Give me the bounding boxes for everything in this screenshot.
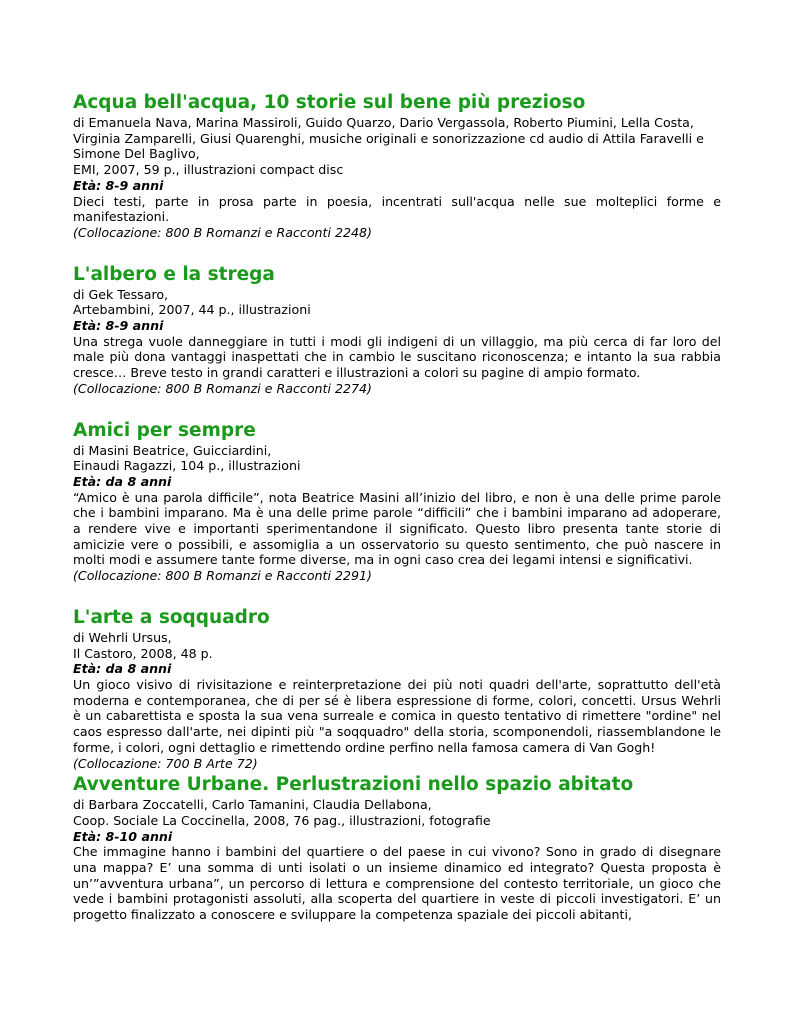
book-title: L'arte a soqquadro bbox=[73, 606, 270, 628]
book-description: Che immagine hanno i bambini del quartiere o del paese in cui vivono? Sono in grado di disegnare una mappa? E’ una somma di unti isolati o un insieme dinamico ed integrato? Questa proposta è un’”avventura urbana”, un percorso di lettura e comprensione del contesto territoriale, un gioco che vede i bambini protagonisti assoluti, alla scoperta del quartiere in veste di piccoli investigatori. E’ un progetto finalizzato a conoscere e sviluppare la competenza spaziale dei piccoli abitanti, bbox=[73, 844, 721, 923]
book-publisher: Einaudi Ragazzi, 104 p., illustrazioni bbox=[73, 458, 301, 474]
book-age: Età: 8-10 anni bbox=[73, 828, 173, 844]
book-entry-avventure bbox=[73, 774, 721, 923]
book-description: Un gioco visivo di rivisitazione e reinterpretazione dei più noti quadri dell'arte, soprattutto dell'età moderna e contemporanea, che di per sé è libera espressione di forme, colori, concetti. Ursus Wehrli è un cabarettista e sposta la sua vena surreale e comica in questo tentativo di rimettere "ordine" nel caos espresso dall'arte, nei dipinti più "a soqquadro" della storia, scomponendoli, riassemblandone le forme, i colori, ogni dettaglio e rimettendo ordine perfino nella famosa camera di Van Gogh! bbox=[73, 676, 721, 755]
book-publisher: Il Castoro, 2008, 48 p. bbox=[73, 645, 213, 661]
book-authors: di Barbara Zoccatelli, Carlo Tamanini, Claudia Dellabona, bbox=[73, 797, 432, 813]
book-authors: di Wehrli Ursus, bbox=[73, 629, 172, 645]
book-entry-arte bbox=[73, 607, 721, 771]
book-collocation: (Collocazione: 800 B Romanzi e Racconti 2274) bbox=[73, 380, 372, 396]
book-title: L'albero e la strega bbox=[73, 263, 275, 285]
book-age: Età: 8-9 anni bbox=[73, 318, 164, 334]
book-age: Età: da 8 anni bbox=[73, 661, 172, 677]
book-title: Avventure Urbane. Perlustrazioni nello spazio abitato bbox=[73, 774, 634, 796]
book-description: “Amico è una parola difficile”, nota Beatrice Masini all’inizio del libro, e non è una delle prime parole che i bambini imparano. Ma è una delle prime parole “difficili” che i bambini imparano ad adoperare, a rendere vive e importanti sperimentandone il significato. Questo libro presenta tante storie di amicizie vere o possibili, e assomiglia a un osservatorio su questo sentimento, che può nascere in molti modi e assumere tante forme diverse, ma in ogni caso crea dei legami intensi e significativi. bbox=[73, 489, 721, 568]
book-entry-acqua bbox=[73, 92, 721, 241]
book-description: Dieci testi, parte in prosa parte in poesia, incentrati sull'acqua nelle sue molteplici forme e manifestazioni. bbox=[73, 193, 721, 225]
book-publisher: Coop. Sociale La Coccinella, 2008, 76 pag., illustrazioni, fotografie bbox=[73, 812, 491, 828]
book-authors: di Emanuela Nava, Marina Massiroli, Guido Quarzo, Dario Vergassola, Roberto Piumini, Lella Costa, Virginia Zamparelli, Giusi Quarenghi, musiche originali e sonorizzazione cd audio di Attila Faravelli e Simone Del Baglivo, bbox=[73, 115, 704, 162]
book-age: Età: da 8 anni bbox=[73, 473, 172, 489]
book-entry-amici bbox=[73, 420, 721, 584]
book-collocation: (Collocazione: 700 B Arte 72) bbox=[73, 755, 258, 771]
book-authors: di Gek Tessaro, bbox=[73, 286, 169, 302]
book-entry-albero bbox=[73, 264, 721, 397]
book-description: Una strega vuole danneggiare in tutti i modi gli indigeni di un villaggio, ma più cerca di far loro del male più dona vantaggi inaspettati che in cambio le suscitano riconoscenza; e intanto la sua rabbia cresce… Breve testo in grandi caratteri e illustrazioni a colori su pagine di ampio formato. bbox=[73, 333, 721, 381]
book-authors: di Masini Beatrice, Guicciardini, bbox=[73, 442, 272, 458]
book-title: Amici per sempre bbox=[73, 419, 256, 441]
book-list bbox=[73, 92, 721, 923]
book-collocation: (Collocazione: 800 B Romanzi e Racconti 2291) bbox=[73, 568, 372, 584]
book-age: Età: 8-9 anni bbox=[73, 177, 164, 193]
book-title: Acqua bell'acqua, 10 storie sul bene più prezioso bbox=[73, 92, 586, 113]
book-collocation: (Collocazione: 800 B Romanzi e Racconti 2248) bbox=[73, 224, 372, 240]
book-publisher: EMI, 2007, 59 p., illustrazioni compact disc bbox=[73, 162, 344, 178]
book-publisher: Artebambini, 2007, 44 p., illustrazioni bbox=[73, 302, 311, 318]
